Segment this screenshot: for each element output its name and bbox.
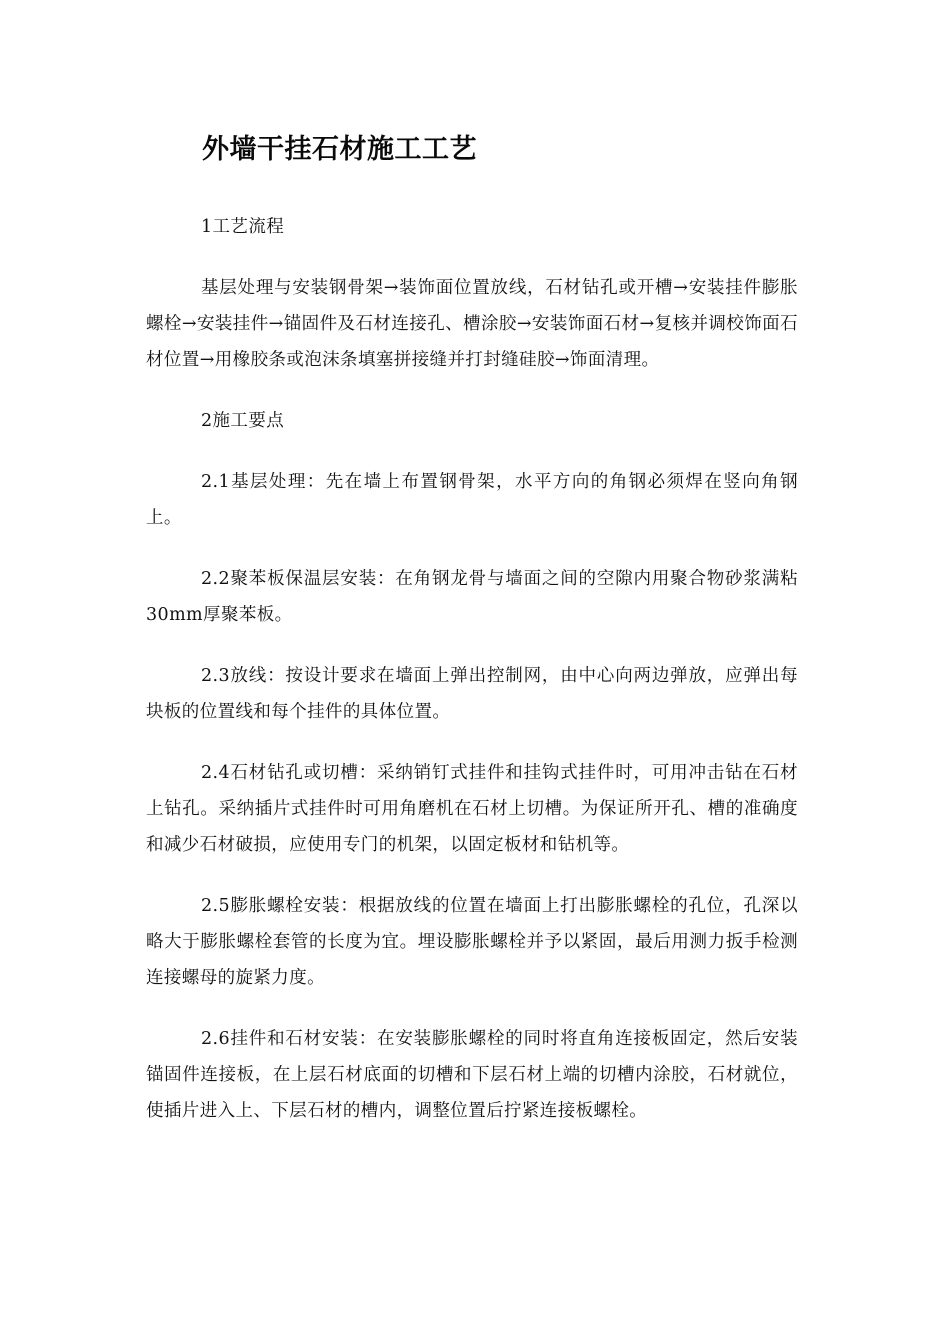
point-paragraph-2-6: 2.6挂件和石材安装：在安装膨胀螺栓的同时将直角连接板固定，然后安装锚固件连接板，在上层石材底面的切槽和下层石材上端的切槽内涂胶，石材就位，使插片进入上、下层石材的槽内，调整位置后拧紧连接板螺栓。 [146,1029,798,1121]
document-body [146,209,798,1154]
point-paragraph-2-2: 2.2聚苯板保温层安装：在角钢龙骨与墙面之间的空隙内用聚合物砂浆满粘30mm厚聚苯板。 [146,569,798,625]
process-flow-paragraph: 基层处理与安装钢骨架→装饰面位置放线，石材钻孔或开槽→安装挂件膨胀螺栓→安装挂件→锚固件及石材连接孔、槽涂胶→安装饰面石材→复核并调校饰面石材位置→用橡胶条或泡沫条填塞拼接缝并打封缝硅胶→饰面清理。 [146,278,798,370]
section-heading-key-points: 2施工要点 [201,411,285,431]
point-paragraph-2-4: 2.4石材钻孔或切槽：采纳销钉式挂件和挂钩式挂件时，可用冲击钻在石材上钻孔。采纳插片式挂件时可用角磨机在石材上切槽。为保证所开孔、槽的准确度和减少石材破损，应使用专门的机架，以固定板材和钻机等。 [146,763,798,855]
document-title: 外墙干挂石材施工工艺 [202,134,477,165]
point-paragraph-2-3: 2.3放线：按设计要求在墙面上弹出控制网，由中心向两边弹放，应弹出每块板的位置线和每个挂件的具体位置。 [146,666,798,722]
point-paragraph-2-1: 2.1基层处理：先在墙上布置钢骨架，水平方向的角钢必须焊在竖向角钢上。 [146,472,798,528]
point-paragraph-2-5: 2.5膨胀螺栓安装：根据放线的位置在墙面上打出膨胀螺栓的孔位，孔深以略大于膨胀螺栓套管的长度为宜。埋设膨胀螺栓并予以紧固，最后用测力扳手检测连接螺母的旋紧力度。 [146,896,798,988]
section-heading-process: 1工艺流程 [201,217,285,237]
